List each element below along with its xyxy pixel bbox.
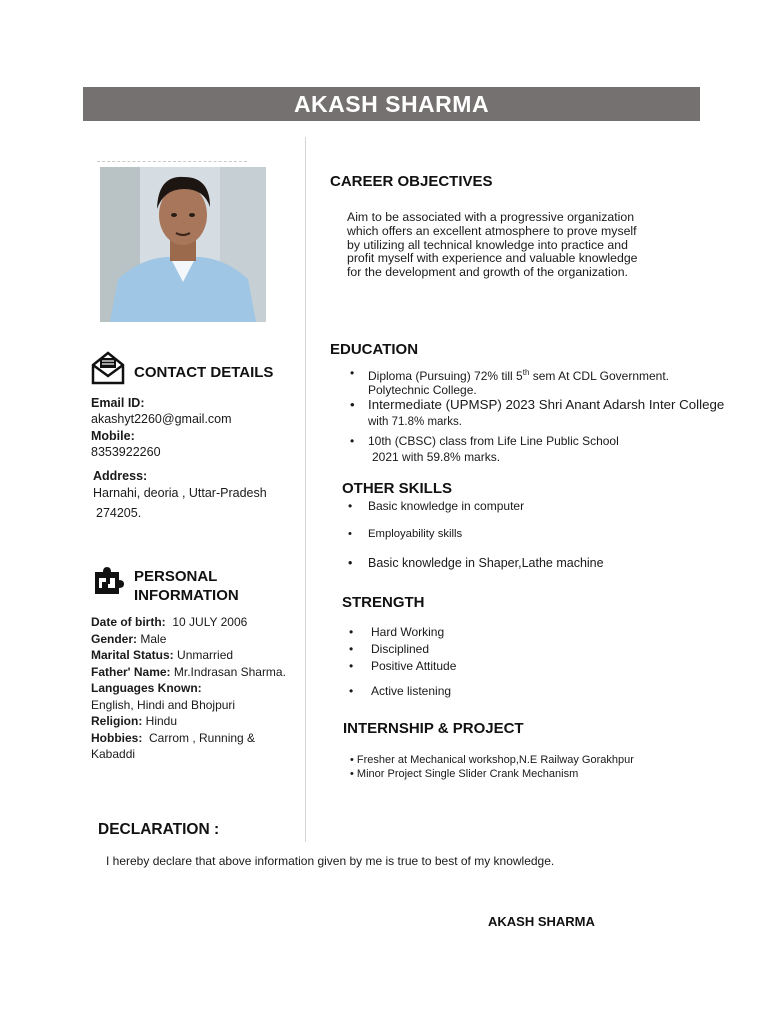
header-bar [83, 87, 700, 121]
mobile-label: Mobile: [91, 429, 135, 443]
column-divider [305, 137, 306, 842]
dob-label: Date of birth: [91, 615, 166, 629]
religion-value: Hindu [145, 714, 178, 728]
internship-text: Fresher at Mechanical workshop,N.E Railway Gorakhpur [356, 754, 634, 766]
internship-list [350, 753, 634, 781]
education-list [346, 366, 766, 464]
address-line2: 274205. [96, 506, 142, 520]
strength-text: Positive Attitude [371, 659, 457, 673]
email-label: Email ID: [91, 396, 145, 410]
religion-label: Religion: [91, 714, 143, 728]
hobbies-value-line1: Carrom , Running & [149, 730, 256, 745]
strength-item: • Active listening [349, 684, 452, 698]
edu1-post: sem At CDL Government. [529, 369, 670, 383]
photo-frame-line [97, 161, 247, 162]
header-name: AKASH SHARMA [293, 90, 490, 117]
marital-value: Unmarried [177, 648, 234, 662]
email-value: akashyt2260@gmail.com [91, 412, 232, 426]
career-line: by utilizing all technical knowledge into practice and [347, 237, 628, 252]
gender-label: Gender: [91, 631, 138, 646]
personal-block [91, 614, 305, 763]
puzzle-icon [93, 564, 125, 601]
contact-block [91, 396, 232, 459]
internship-item: • Minor Project Single Slider Crank Mechanism [350, 768, 579, 780]
career-line: for the development and growth of the organization. [347, 265, 628, 280]
skill-text: Basic knowledge in Shaper,Lathe machine [368, 556, 604, 570]
hobbies-row [91, 730, 305, 747]
career-line: which offers an excellent atmosphere to prove myself [347, 223, 637, 238]
hobbies-value-line2: Kabaddi [91, 747, 136, 761]
education-item [346, 398, 766, 429]
father-value: Mr.Indrasan Sharma. [173, 664, 286, 679]
dob-value: 10 JULY 2006 [172, 615, 248, 629]
marital-label: Marital Status: [91, 648, 174, 662]
marital-row [91, 647, 305, 664]
address-block [93, 469, 267, 520]
languages-label: Languages Known: [91, 681, 202, 695]
skill-item: • Basic knowledge in computer [348, 499, 525, 513]
strength-item: • Disciplined [349, 642, 430, 656]
personal-title [134, 567, 239, 605]
strength-text: Disciplined [371, 642, 430, 656]
envelope-icon [91, 351, 125, 390]
religion-row [91, 713, 305, 730]
education-item [346, 366, 766, 397]
personal-title-line1: PERSONAL [134, 568, 218, 585]
father-row [91, 664, 305, 681]
strength-title: STRENGTH [342, 594, 425, 611]
career-text [347, 211, 638, 280]
education-item [346, 434, 766, 464]
strength-item: • Hard Working [349, 625, 445, 639]
languages-value: English, Hindi and Bhojpuri [91, 697, 236, 712]
father-label: Father' Name: [91, 664, 171, 679]
contact-title: CONTACT DETAILS [134, 364, 274, 381]
gender-value: Male [140, 631, 167, 646]
address-line1: Harnahi, deoria , Uttar-Pradesh [93, 486, 267, 500]
mobile-value: 8353922260 [91, 445, 161, 459]
internship-item: • Fresher at Mechanical workshop,N.E Railway Gorakhpur [350, 754, 634, 766]
education-title: EDUCATION [330, 341, 419, 358]
skill-item: • Basic knowledge in Shaper,Lathe machine [348, 556, 604, 570]
skill-item: • Employability skills [348, 528, 463, 540]
personal-title-line2: INFORMATION [134, 587, 239, 604]
declaration-title: DECLARATION : [98, 821, 220, 838]
edu1-sup: th [522, 368, 530, 377]
career-line: Aim to be associated with a progressive organization [347, 210, 635, 224]
dob-row [91, 614, 305, 631]
skill-text: Basic knowledge in computer [368, 499, 525, 513]
internship-title: INTERNSHIP & PROJECT [343, 720, 524, 737]
edu1-pre: Diploma (Pursuing) 72% till 5 [368, 369, 523, 383]
edu3-line1: • 10th (CBSC) class from Life Line Public School [368, 434, 619, 448]
skill-text: Employability skills [368, 528, 463, 540]
strength-text: Active listening [371, 684, 452, 698]
career-line: profit myself with experience and valuable knowledge [347, 251, 638, 266]
edu1-line2: Polytechnic College. [368, 383, 477, 397]
hobbies-label: Hobbies: [91, 730, 143, 745]
strength-item: • Positive Attitude [349, 659, 457, 673]
internship-text: Minor Project Single Slider Crank Mechanism [356, 768, 579, 780]
skills-title: OTHER SKILLS [342, 480, 453, 497]
strength-text: Hard Working [371, 625, 445, 639]
profile-photo [100, 167, 266, 322]
signature-name: AKASH SHARMA [488, 914, 595, 929]
address-label: Address: [93, 469, 148, 483]
edu3-line2: 2021 with 59.8% marks. [372, 450, 501, 464]
edu2-line2: with 71.8% marks. [368, 416, 462, 428]
edu2-line1: • Intermediate (UPMSP) 2023 Shri Anant Adarsh Inter College [368, 397, 725, 412]
gender-row [91, 631, 305, 648]
declaration-text: I hereby declare that above information given by me is true to best of my knowledge. [106, 854, 555, 868]
career-title: CAREER OBJECTIVES [330, 173, 493, 190]
